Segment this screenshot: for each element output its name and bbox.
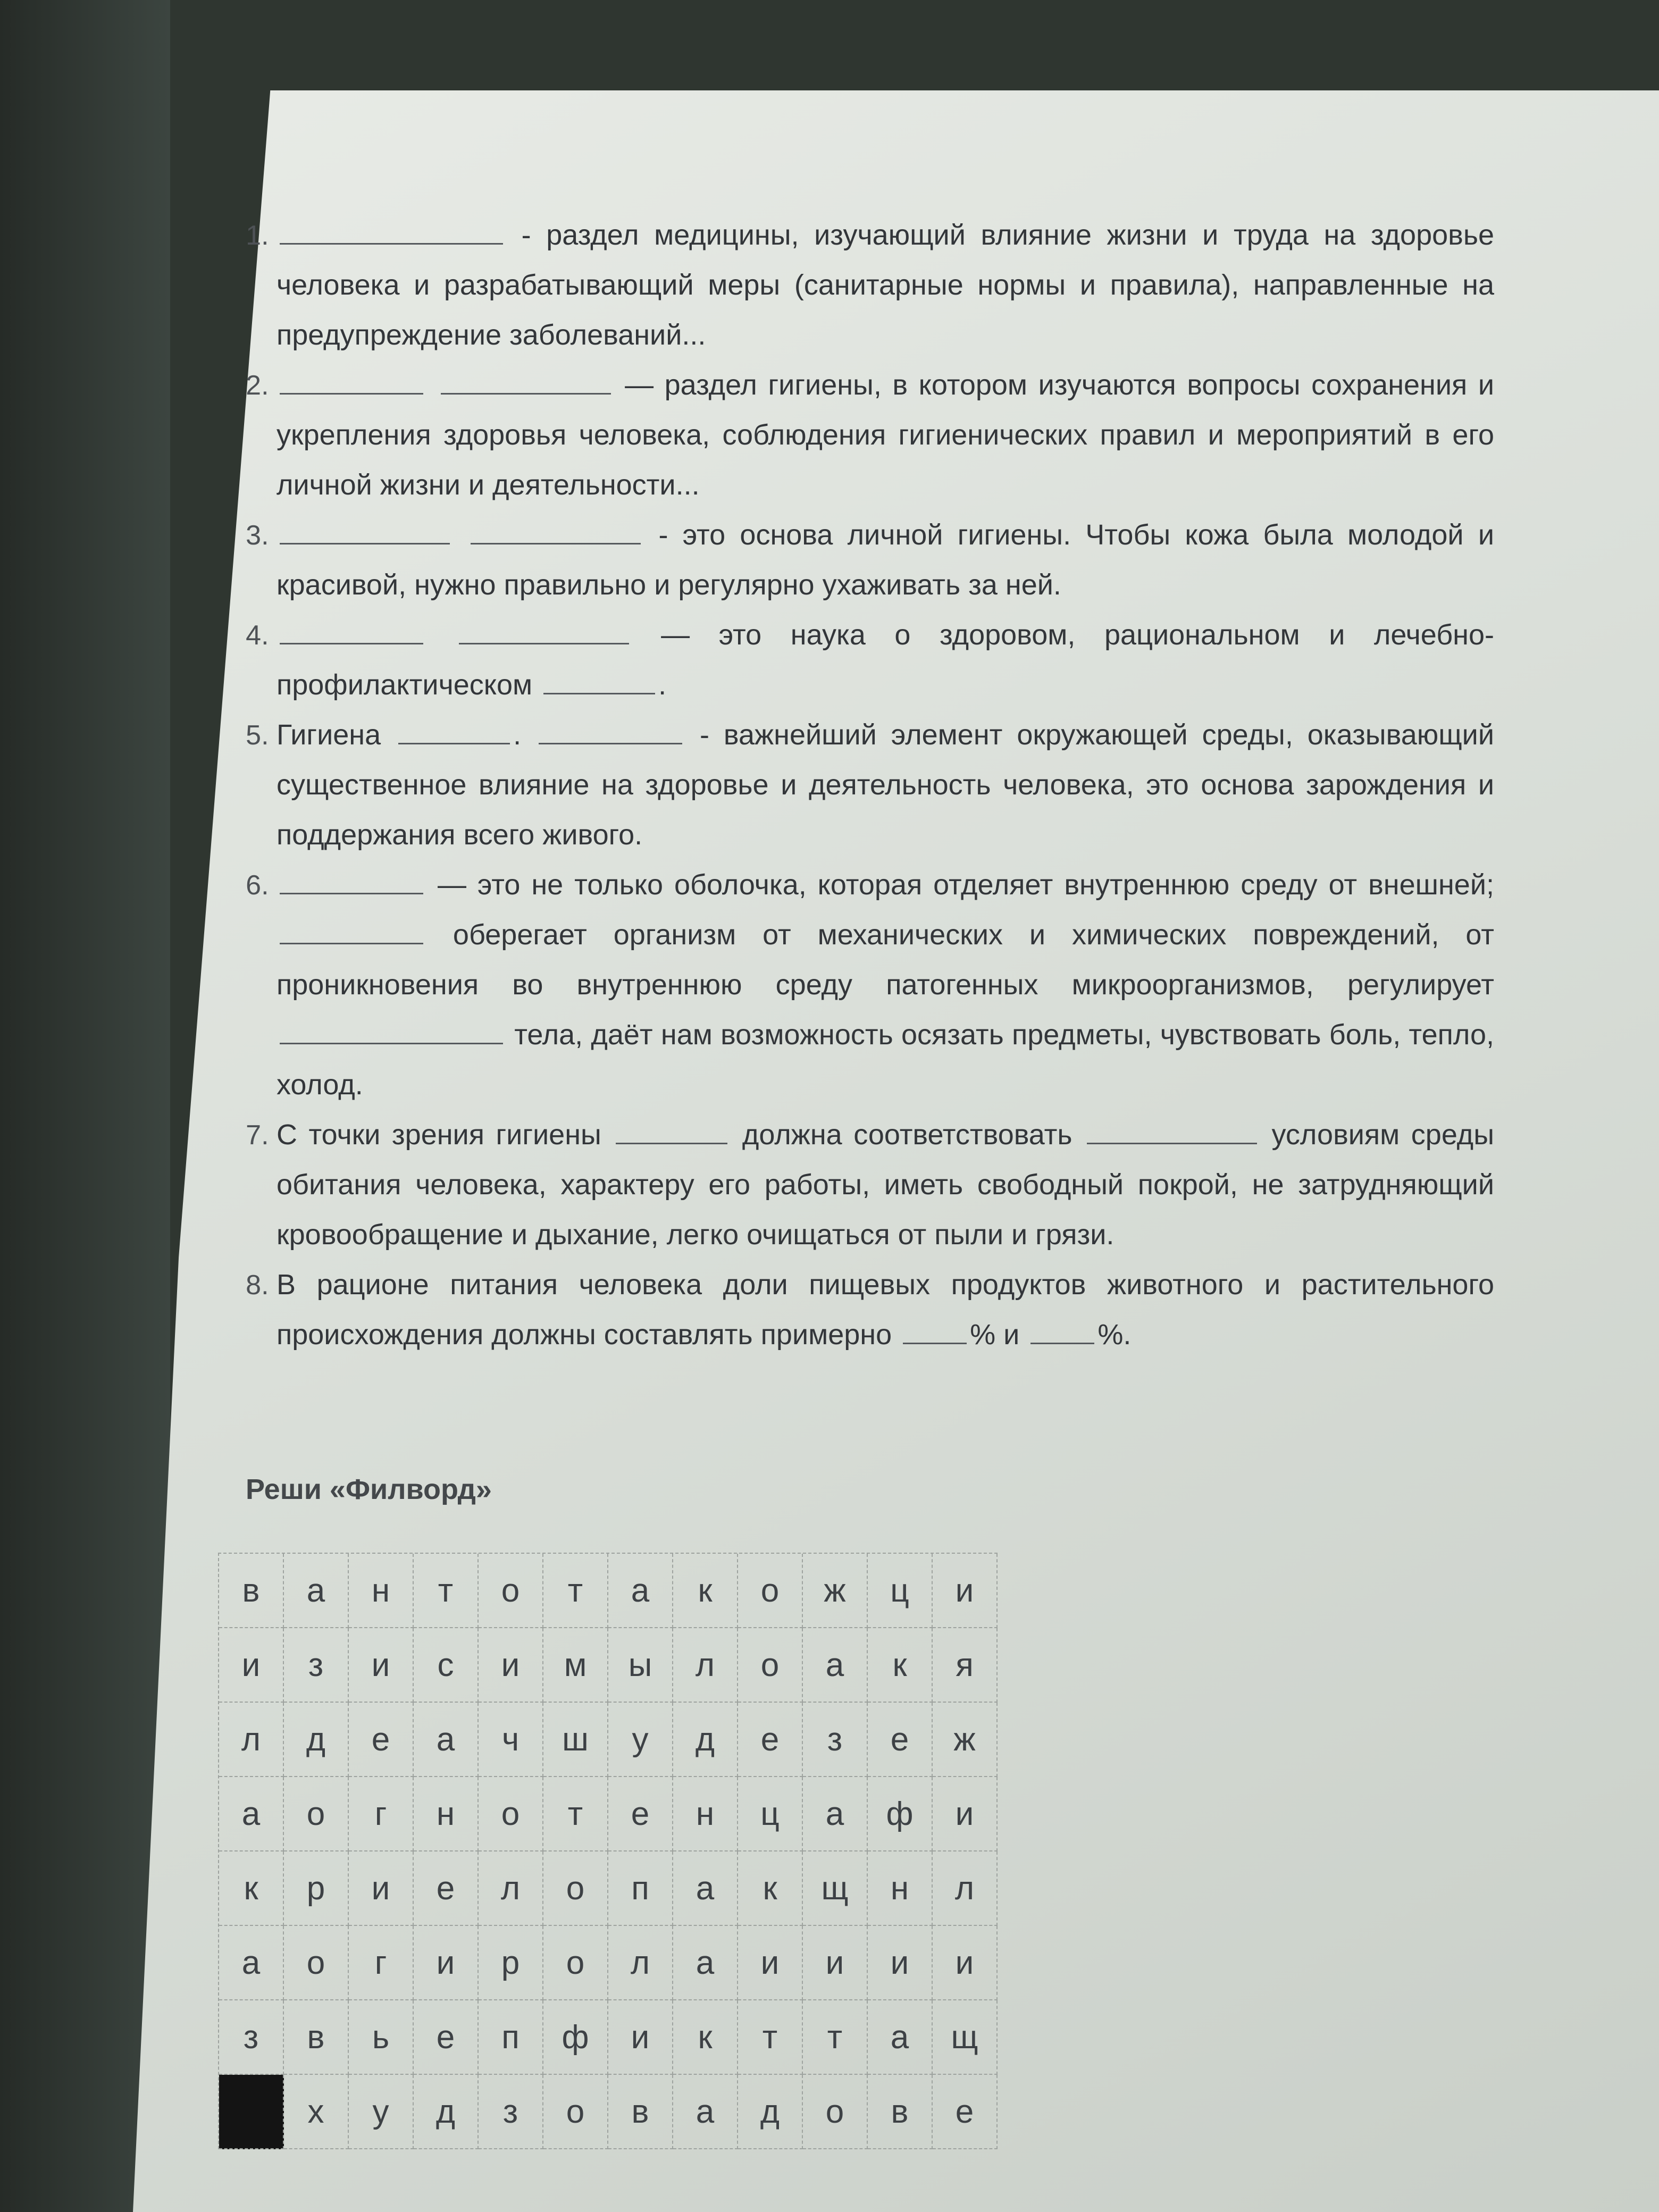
answer-blank[interactable]	[543, 662, 655, 694]
grid-cell[interactable]: г	[349, 1926, 414, 2000]
grid-cell[interactable]: т	[543, 1777, 608, 1851]
grid-cell[interactable]: л	[933, 1851, 998, 1926]
grid-cell[interactable]: ц	[868, 1554, 933, 1628]
grid-cell[interactable]: т	[803, 2000, 868, 2075]
task-text: условиям среды обитания человека, характеру его работы, иметь свободный покрой, не затрудняющий кровообращение и дыхание, легко очищаться от пыли и грязи.	[276, 1119, 1495, 1251]
grid-cell[interactable]: л	[673, 1628, 738, 1703]
grid-cell[interactable]: д	[738, 2075, 803, 2149]
grid-cell[interactable]: у	[349, 2075, 414, 2149]
grid-cell[interactable]: о	[479, 1777, 543, 1851]
answer-blank[interactable]	[280, 912, 423, 944]
grid-cell[interactable]: к	[673, 2000, 738, 2075]
grid-cell[interactable]: ь	[349, 2000, 414, 2075]
answer-blank[interactable]	[616, 1112, 727, 1144]
grid-cell[interactable]: ф	[868, 1777, 933, 1851]
grid-cell[interactable]: х	[284, 2075, 349, 2149]
grid-cell[interactable]: а	[673, 1926, 738, 2000]
grid-cell[interactable]: п	[608, 1851, 673, 1926]
grid-cell[interactable]: л	[219, 1703, 284, 1777]
task-text: - важнейший элемент окружающей среды, оказывающий существенное влияние на здоровье и деятельность человека, это основа зарождения и поддержания всего живого.	[276, 719, 1494, 851]
grid-cell[interactable]: о	[543, 2075, 608, 2149]
grid-cell[interactable]: н	[673, 1777, 738, 1851]
task-text: должна соответствовать	[731, 1119, 1084, 1151]
answer-blank[interactable]	[903, 1312, 967, 1344]
answer-blank[interactable]	[441, 362, 611, 395]
grid-cell[interactable]	[219, 2075, 284, 2149]
grid-cell[interactable]: з	[284, 1628, 349, 1703]
grid-cell[interactable]: о	[543, 1851, 608, 1926]
grid-cell[interactable]: т	[414, 1554, 479, 1628]
grid-cell[interactable]: к	[219, 1851, 284, 1926]
grid-cell[interactable]: д	[284, 1703, 349, 1777]
task-7	[276, 1110, 1494, 1260]
task-text: Гигиена	[276, 719, 396, 751]
grid-cell[interactable]: ц	[738, 1777, 803, 1851]
grid-cell[interactable]: л	[479, 1851, 543, 1926]
grid-cell[interactable]: з	[479, 2075, 543, 2149]
grid-cell[interactable]: о	[738, 1554, 803, 1628]
grid-cell[interactable]: у	[608, 1703, 673, 1777]
answer-blank[interactable]	[471, 512, 641, 544]
grid-cell[interactable]: н	[868, 1851, 933, 1926]
grid-cell[interactable]: в	[608, 2075, 673, 2149]
grid-cell[interactable]: о	[284, 1777, 349, 1851]
answer-blank[interactable]	[398, 712, 510, 744]
answer-blank[interactable]	[280, 862, 423, 894]
grid-cell[interactable]: а	[803, 1777, 868, 1851]
grid-cell[interactable]: к	[673, 1554, 738, 1628]
grid-cell[interactable]: щ	[933, 2000, 998, 2075]
grid-cell[interactable]: в	[284, 2000, 349, 2075]
answer-blank[interactable]	[1030, 1312, 1094, 1344]
grid-cell[interactable]: и	[608, 2000, 673, 2075]
grid-cell[interactable]: н	[414, 1777, 479, 1851]
task-6	[276, 860, 1494, 1110]
grid-cell[interactable]: а	[608, 1554, 673, 1628]
task-text: тела, даёт нам возможность осязать предметы, чувствовать боль, тепло, холод.	[276, 1019, 1494, 1101]
grid-cell[interactable]: а	[673, 2075, 738, 2149]
answer-blank[interactable]	[280, 612, 423, 644]
background-desk	[0, 0, 170, 2212]
wordsearch-grid	[218, 1553, 998, 2149]
task-4	[276, 610, 1494, 710]
task-5	[276, 710, 1494, 860]
grid-cell[interactable]: и	[349, 1628, 414, 1703]
task-text: оберегает организм от механических и химических повреждений, от проникновения во внутреннюю среду патогенных микроорганизмов, регулирует	[276, 919, 1494, 1001]
grid-cell[interactable]: а	[673, 1851, 738, 1926]
answer-blank[interactable]	[459, 612, 629, 644]
grid-cell[interactable]: ф	[543, 2000, 608, 2075]
grid-cell[interactable]: е	[414, 2000, 479, 2075]
grid-cell[interactable]: е	[738, 1703, 803, 1777]
grid-cell[interactable]: и	[479, 1628, 543, 1703]
answer-blank[interactable]	[280, 1012, 503, 1044]
grid-cell[interactable]: а	[284, 1554, 349, 1628]
grid-cell[interactable]: ж	[933, 1703, 998, 1777]
task-text: — это наука о здоровом, рациональном и лечебно-профилактическом	[276, 619, 1494, 701]
grid-cell[interactable]: ч	[479, 1703, 543, 1777]
grid-cell[interactable]: м	[543, 1628, 608, 1703]
grid-cell[interactable]: т	[543, 1554, 608, 1628]
grid-cell[interactable]: л	[608, 1926, 673, 2000]
task-text: В рационе питания человека доли пищевых продуктов животного и растительного происхождения должны составлять примерно	[276, 1269, 1494, 1351]
grid-cell[interactable]: и	[933, 1554, 998, 1628]
task-text: .	[658, 669, 667, 701]
grid-cell[interactable]: о	[284, 1926, 349, 2000]
grid-cell[interactable]: и	[414, 1926, 479, 2000]
grid-cell[interactable]: щ	[803, 1851, 868, 1926]
grid-cell[interactable]: в	[868, 2075, 933, 2149]
grid-cell[interactable]: и	[219, 1628, 284, 1703]
worksheet-content	[202, 210, 1494, 1360]
task-text: - раздел медицины, изучающий влияние жизни и труда на здоровье человека и разрабатывающий меры (санитарные нормы и правила), направленные на предупреждение заболеваний...	[276, 219, 1494, 351]
task-list	[202, 210, 1494, 1360]
task-8	[276, 1260, 1494, 1360]
grid-cell[interactable]: о	[479, 1554, 543, 1628]
grid-cell[interactable]: а	[414, 1703, 479, 1777]
grid-cell[interactable]: в	[219, 1554, 284, 1628]
grid-cell[interactable]: е	[414, 1851, 479, 1926]
grid-cell[interactable]: р	[479, 1926, 543, 2000]
task-text: %.	[1097, 1319, 1132, 1351]
grid-cell[interactable]: д	[673, 1703, 738, 1777]
grid-cell[interactable]: з	[219, 2000, 284, 2075]
grid-cell[interactable]: к	[868, 1628, 933, 1703]
grid-cell[interactable]: я	[933, 1628, 998, 1703]
grid-cell[interactable]: а	[868, 2000, 933, 2075]
grid-cell[interactable]: и	[933, 1926, 998, 2000]
answer-blank[interactable]	[1087, 1112, 1257, 1144]
task-text: — это не только оболочка, которая отделяет внутреннюю среду от внешней;	[426, 869, 1494, 901]
wordsearch-title: Реши «Филворд»	[246, 1473, 492, 1505]
grid-cell[interactable]: р	[284, 1851, 349, 1926]
grid-cell[interactable]: а	[803, 1628, 868, 1703]
grid-cell[interactable]: п	[479, 2000, 543, 2075]
grid-cell[interactable]: и	[803, 1926, 868, 2000]
answer-blank[interactable]	[280, 512, 450, 544]
grid-cell[interactable]: т	[738, 2000, 803, 2075]
grid-cell[interactable]: н	[349, 1554, 414, 1628]
grid-cell[interactable]: ш	[543, 1703, 608, 1777]
grid-cell[interactable]: о	[738, 1628, 803, 1703]
task-2	[276, 360, 1494, 510]
grid-cell[interactable]: е	[933, 2075, 998, 2149]
grid-cell[interactable]: и	[349, 1851, 414, 1926]
grid-cell[interactable]: е	[608, 1777, 673, 1851]
grid-cell[interactable]: е	[349, 1703, 414, 1777]
task-3	[276, 510, 1494, 610]
grid-cell[interactable]: к	[738, 1851, 803, 1926]
grid-cell[interactable]: о	[543, 1926, 608, 2000]
task-text: — раздел гигиены, в котором изучаются вопросы сохранения и укрепления здоровья человека, соблюдения гигиенических правил и мероприятий в его личной жизни и деятельности...	[276, 369, 1494, 501]
grid-cell[interactable]: е	[868, 1703, 933, 1777]
answer-blank[interactable]	[280, 362, 423, 395]
grid-cell[interactable]: и	[738, 1926, 803, 2000]
answer-blank[interactable]	[280, 212, 503, 245]
grid-cell[interactable]: а	[219, 1777, 284, 1851]
task-text: % и	[970, 1319, 1028, 1351]
answer-blank[interactable]	[539, 712, 682, 744]
grid-cell[interactable]: д	[414, 2075, 479, 2149]
task-text: - это основа личной гигиены. Чтобы кожа была молодой и красивой, нужно правильно и регулярно ухаживать за ней.	[276, 519, 1494, 601]
grid-cell[interactable]: з	[803, 1703, 868, 1777]
task-text: .	[513, 719, 536, 751]
grid-cell[interactable]: с	[414, 1628, 479, 1703]
task-text: С точки зрения гигиены	[276, 1119, 613, 1151]
grid-cell[interactable]: а	[219, 1926, 284, 2000]
grid-cell[interactable]: г	[349, 1777, 414, 1851]
grid-cell[interactable]: и	[933, 1777, 998, 1851]
grid-cell[interactable]: о	[803, 2075, 868, 2149]
task-1	[276, 210, 1494, 360]
grid-cell[interactable]: ж	[803, 1554, 868, 1628]
grid-cell[interactable]: и	[868, 1926, 933, 2000]
grid-cell[interactable]: ы	[608, 1628, 673, 1703]
